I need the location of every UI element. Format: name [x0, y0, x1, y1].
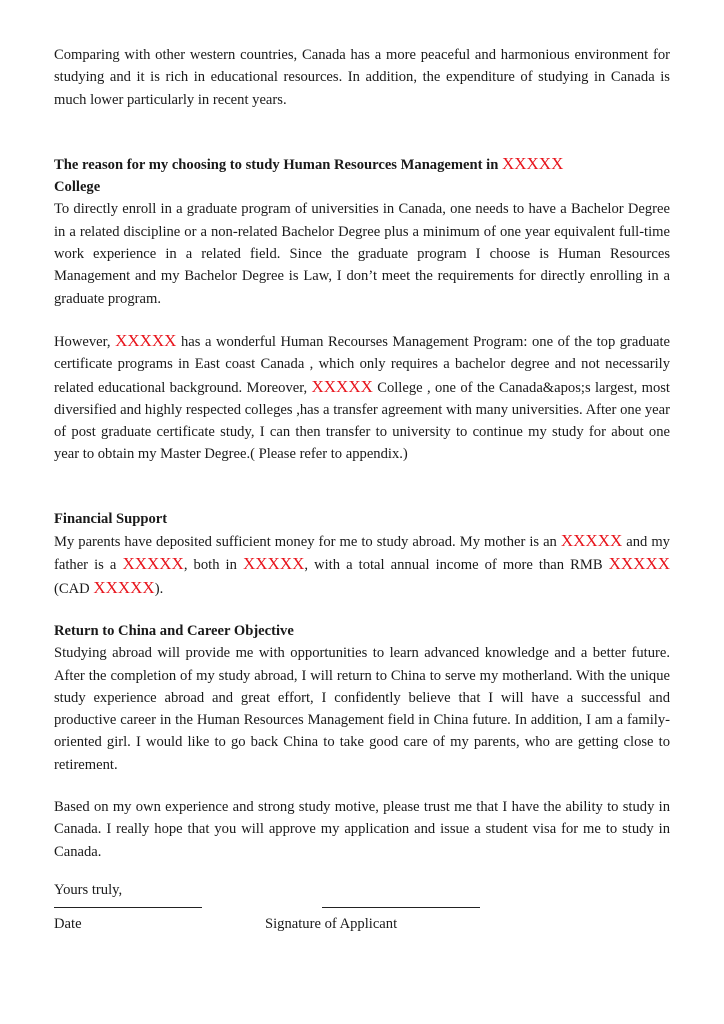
financial-placeholder-5: XXXXX: [93, 577, 155, 597]
signature-block: [54, 901, 670, 941]
reason-heading-placeholder: XXXXX: [501, 153, 564, 173]
date-label: Date: [54, 916, 82, 933]
financial-text-d: , with a total annual income of more than RMB: [304, 557, 609, 574]
reason-p2-text-c: College , one of the Canada&apos;s largest, most diversified and highly respected colleges ,has a transfer agreement with many universities. After one year of post graduate certificate study, I can then transfer to university to continue my study for about one year to obtain my Master Degree.( Please refer to appendix.): [54, 379, 670, 463]
financial-text-c: , both in: [183, 557, 243, 574]
reason-heading-text: The reason for my choosing to study Human Resources Management in: [54, 156, 502, 173]
signature-line: [322, 907, 480, 908]
return-paragraph: Studying abroad will provide me with opportunities to learn advanced knowledge and a better future. After the completion of my study abroad, I will return to China to serve my motherland. With the unique study experience abroad and great effort, I confidently believe that I will have a successful and productive career in the Human Resources Management field in China future. In addition, I am a family-oriented girl. I would like to go back China to take good care of my parents, who are getting close to retirement.: [54, 645, 670, 773]
financial-heading: Financial Support: [54, 510, 168, 527]
reason-p2-placeholder-1: XXXXX: [115, 330, 177, 350]
financial-placeholder-3: XXXXX: [242, 554, 305, 574]
reason-p2-text-b: has a wonderful Human Recourses Management Program: one of the top graduate certificate programs in East coast Canada , which only requires a bachelor degree and not necessarily related educational background. Moreover,: [54, 333, 670, 396]
date-line: [54, 907, 202, 908]
financial-placeholder-2: XXXXX: [122, 554, 184, 574]
reason-p2-placeholder-2: XXXXX: [311, 376, 373, 396]
reason-paragraph-1: To directly enroll in a graduate program of universities in Canada, one needs to have a Bachelor Degree in a related discipline or a non-related Bachelor Degree plus a minimum of one year equivalent full-time work experience in a related field. Since the graduate program I choose is Human Resources Management and my Bachelor Degree is Law, I don’t meet the requirements for directly enrolling in a graduate program.: [54, 201, 670, 307]
financial-text-b: and my father is a: [54, 534, 670, 574]
financial-text-a: My parents have deposited sufficient money for me to study abroad. My mother is an: [54, 534, 561, 551]
signature-label: Signature of Applicant: [265, 916, 398, 933]
financial-text-e: (CAD: [54, 580, 94, 597]
reason-heading: [54, 153, 670, 199]
financial-text-f: ).: [154, 580, 164, 597]
closing-paragraph: Based on my own experience and strong study motive, please trust me that I have the ability to study in Canada. I really hope that you will approve my application and issue a student visa for me to study in Canada.: [54, 799, 670, 860]
financial-placeholder-1: XXXXX: [560, 531, 623, 551]
financial-placeholder-4: XXXXX: [608, 554, 671, 574]
reason-paragraph-2: [54, 330, 670, 466]
reason-heading-college: College: [54, 179, 101, 196]
intro-paragraph: Comparing with other western countries, Canada has a more peaceful and harmonious environment for studying and it is rich in educational resources. In addition, the expenditure of studying in Canada is much lower particularly in recent years.: [54, 47, 670, 108]
reason-p2-text-a: However,: [54, 333, 116, 350]
valediction: Yours truly,: [54, 881, 123, 898]
financial-paragraph: [54, 530, 670, 600]
letter-page: [54, 44, 670, 941]
return-heading: Return to China and Career Objective: [54, 622, 294, 639]
